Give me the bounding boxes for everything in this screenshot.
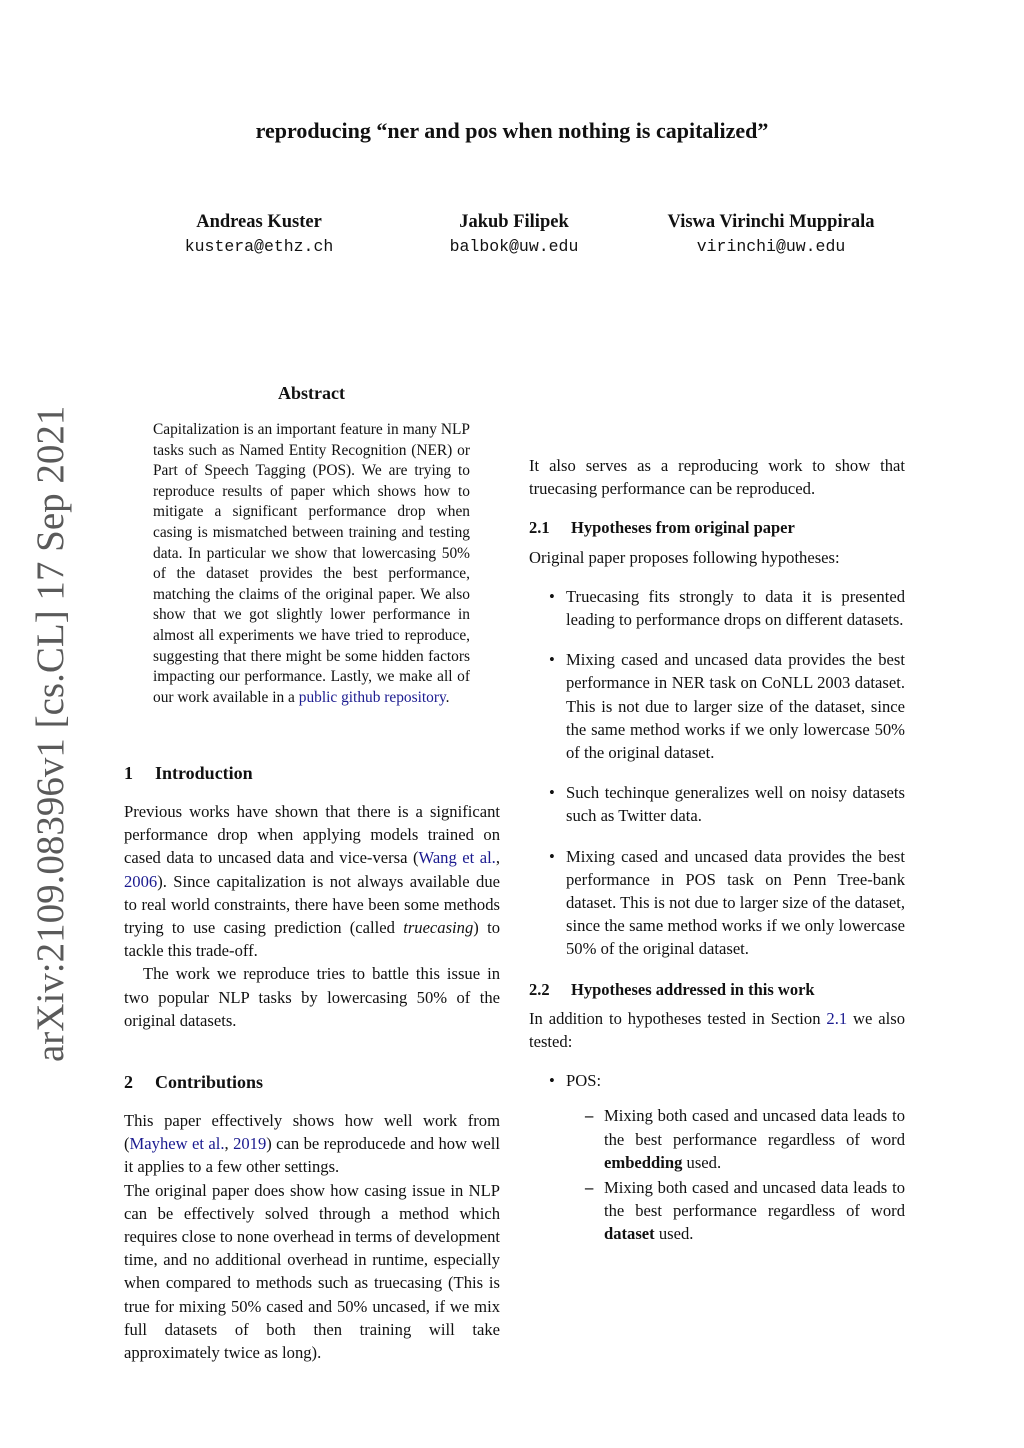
- text: This paper effectively shows how well work from (: [124, 1111, 500, 1154]
- list-item: [529, 1069, 905, 1245]
- list-item-text: POS:: [566, 1071, 602, 1091]
- text: we also tested:: [529, 1008, 906, 1052]
- paragraph: [124, 800, 500, 962]
- sub-list-item: [566, 1104, 905, 1174]
- text: Previous works have shown that there is a significant performance drop when applying models trained on cased data to uncased data and vice-versa (: [124, 802, 500, 868]
- citation-link[interactable]: Wang et al.: [418, 848, 496, 868]
- section-title: Contributions: [155, 1072, 264, 1092]
- list-item: [529, 845, 905, 961]
- section-heading-contributions: [124, 1072, 500, 1093]
- hypotheses-list: [529, 585, 905, 961]
- author-email[interactable]: balbok@uw.edu: [449, 237, 579, 256]
- text: used.: [686, 1152, 722, 1172]
- subsection-number: 2.1: [529, 518, 550, 538]
- author-email[interactable]: kustera@ethz.ch: [184, 237, 334, 256]
- bullet: •: [549, 650, 555, 670]
- bold-term: dataset: [604, 1224, 655, 1244]
- paragraph: [124, 1109, 500, 1179]
- list-item-text: Mixing cased and uncased data provides the best performance in NER task on CoNLL 2003 dataset. This is not due to larger size of the dataset, since the same method works if we only lowercase 50% of the original dataset.: [566, 650, 905, 763]
- paragraph: The work we reproduce tries to battle this issue in two popular NLP tasks by lowercasing 50% of the original datasets.: [124, 964, 500, 1030]
- abstract-end: .: [445, 688, 450, 706]
- paragraph: Original paper proposes following hypotheses:: [529, 547, 840, 567]
- author-name: Viswa Virinchi Muppirala: [667, 212, 875, 232]
- text: Mixing both cased and uncased data leads to the best performance regardless of word: [604, 1178, 905, 1221]
- text: ). Since capitalization is not always available due to real world constraints, there have been some methods trying to use casing prediction (called: [124, 871, 500, 938]
- text: used.: [658, 1224, 694, 1244]
- subsection-number: 2.2: [529, 979, 550, 999]
- github-link[interactable]: public github repository: [298, 688, 446, 706]
- bullet: •: [549, 783, 555, 803]
- author-name: Andreas Kuster: [196, 212, 322, 232]
- author-name: Jakub Filipek: [459, 212, 569, 232]
- sub-list-item: [566, 1176, 905, 1246]
- author-block: [631, 212, 911, 256]
- list-item: [529, 648, 905, 764]
- text: Mixing both cased and uncased data leads to the best performance regardless of word: [604, 1106, 905, 1149]
- subsection-heading-2-1: [529, 516, 905, 539]
- list-item: [529, 585, 905, 631]
- subsection-title: Hypotheses from original paper: [571, 518, 795, 538]
- text: ,: [495, 848, 500, 868]
- bullet: •: [549, 1071, 555, 1091]
- subsection-heading-2-2: [529, 978, 905, 1001]
- emphasis: truecasing: [403, 918, 474, 938]
- right-column: [529, 384, 905, 1263]
- text: In addition to hypotheses tested in Section: [529, 1008, 821, 1028]
- abstract-body: Capitalization is an important feature in many NLP tasks such as Named Entity Recognition (NER) or Part of Speech Tagging (POS). We are trying to reproduce results of paper which shows how to mitigate a significant performance drop when casing is mismatched between training and testing data. In particular we show that lowercasing 50% of the dataset provides the best performance, matching the claims of the original paper. We also show that we got slightly lower performance in almost all experiments we have tried to reproduce, suggesting that there might be some hidden factors impacting our performance. Lastly, we make all of our work available in a: [153, 421, 470, 706]
- bullet: •: [549, 846, 555, 866]
- list-item: [529, 781, 905, 827]
- introduction-text: [124, 800, 500, 1032]
- dash: –: [585, 1106, 594, 1126]
- tested-list: [529, 1069, 905, 1245]
- subsection-title: Hypotheses addressed in this work: [571, 979, 815, 999]
- section-number: 2: [124, 1072, 133, 1092]
- abstract-text: [153, 420, 470, 708]
- dash: –: [585, 1178, 594, 1198]
- arxiv-stamp: arXiv:2109.08396v1 [cs.CL] 17 Sep 2021: [29, 405, 72, 1062]
- section-title: Introduction: [155, 763, 253, 783]
- bold-term: embedding: [604, 1152, 683, 1172]
- paper-title: reproducing “ner and pos when nothing is capitalized”: [255, 118, 769, 143]
- sub-list: [566, 1104, 905, 1245]
- text: ) to tackle this trade-off.: [124, 918, 500, 961]
- author-email[interactable]: virinchi@uw.edu: [696, 237, 846, 256]
- text: ,: [224, 1134, 234, 1154]
- list-item-text: Mixing cased and uncased data provides the best performance in POS task on Penn Tree-bank dataset. This is not due to larger size of the dataset, since the same method works if we only lowercase 50% of the original dataset.: [566, 846, 905, 959]
- section-number: 1: [124, 763, 133, 783]
- paragraph: The original paper does show how casing issue in NLP can be effectively solved through a method which requires close to none overhead in terms of development time, and no additional overhead in runtime, especially when compared to methods such as truecasing (This is true for mixing 50% cased and 50% uncased, if we mix full datasets of both then training will take approximately twice as long).: [124, 1180, 501, 1363]
- text: ) can be reproducede and how well it applies to a few other settings.: [124, 1134, 500, 1177]
- citation-link[interactable]: Mayhew et al.: [129, 1134, 225, 1154]
- bullet: •: [549, 586, 555, 606]
- paragraph: [529, 1007, 905, 1053]
- citation-year-link[interactable]: 2006: [124, 871, 158, 891]
- list-item-text: Truecasing fits strongly to data it is presented leading to performance drops on different datasets.: [566, 586, 905, 630]
- section-ref-link[interactable]: 2.1: [826, 1008, 848, 1028]
- author-block: [119, 212, 399, 256]
- section-heading-introduction: [124, 763, 500, 784]
- author-block: [374, 212, 654, 256]
- paragraph: It also serves as a reproducing work to show that truecasing performance can be reproduced.: [529, 456, 905, 499]
- list-item-text: Such techinque generalizes well on noisy datasets such as Twitter data.: [566, 783, 905, 826]
- contributions-text: [124, 1109, 500, 1364]
- citation-year-link[interactable]: 2019: [233, 1134, 267, 1154]
- abstract-heading: Abstract: [278, 383, 345, 403]
